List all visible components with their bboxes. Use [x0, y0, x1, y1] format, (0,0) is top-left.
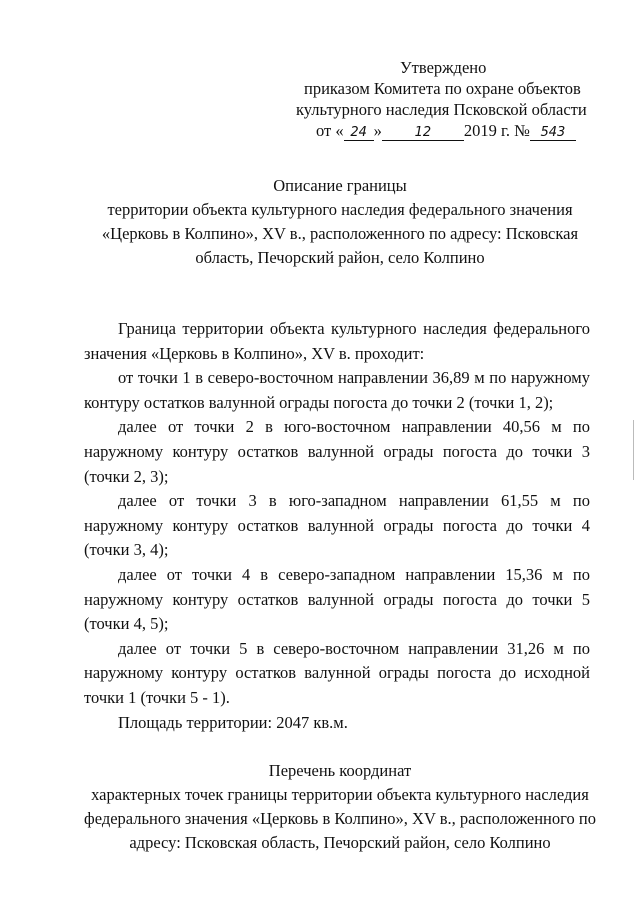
coordinates-title	[80, 759, 600, 855]
date-year: 2019 г. №	[463, 121, 530, 140]
order-number-handwritten: 543	[530, 122, 576, 141]
scan-edge-mark	[633, 420, 634, 480]
paragraph: далее от точки 4 в северо-западном направлении 15,36 м по наружному контуру остатков валунной ограды погоста до точки 5 (точки 4, 5);	[84, 564, 590, 634]
approval-heading: Утверждено	[400, 58, 487, 77]
approval-committee-line: культурного наследия Псковской области	[296, 100, 587, 119]
paragraph: Граница территории объекта культурного наследия федерального значения «Церковь в Колпино», XV в. проходит:	[84, 319, 590, 363]
approval-order-line: приказом Комитета по охране объектов	[304, 79, 581, 98]
description-title	[80, 174, 600, 270]
boundary-description	[84, 317, 590, 735]
coordinates-title-line: Перечень координат	[268, 761, 412, 780]
description-title-line: территории объекта культурного наследия федерального значения	[107, 200, 573, 219]
coordinates-title-line: характерных точек границы территории объекта культурного наследия	[91, 785, 589, 804]
area-paragraph: Площадь территории: 2047 кв.м.	[118, 712, 348, 732]
date-prefix: от «	[316, 121, 344, 140]
coordinates-title-line: адресу: Псковская область, Печорский район, село Колпино	[129, 833, 551, 852]
date-month-handwritten: 12	[382, 122, 464, 141]
paragraph: далее от точки 3 в юго-западном направлении 61,55 м по наружному контуру остатков валунной ограды погоста до точки 4 (точки 3, 4);	[84, 491, 590, 560]
date-mid: »	[373, 121, 382, 140]
description-title-line: Описание границы	[273, 176, 407, 195]
date-day-handwritten: 24	[344, 122, 374, 141]
paragraph: далее от точки 5 в северо-восточном направлении 31,26 м по наружному контуру остатков валунной ограды погоста до исходной точки 1 (точки 5 - 1).	[84, 638, 590, 707]
description-title-line: «Церковь в Колпино», XV в., расположенного по адресу: Псковская	[101, 224, 579, 243]
paragraph: далее от точки 2 в юго-восточном направлении 40,56 м по наружному контуру остатков валунной ограды погоста до точки 3 (точки 2, 3);	[84, 417, 590, 486]
approval-date-line	[296, 120, 596, 141]
paragraph: от точки 1 в северо-восточном направлении 36,89 м по наружному контуру остатков валунной ограды погоста до точки 2 (точки 1, 2);	[84, 368, 590, 412]
coordinates-title-line: федерального значения «Церковь в Колпино», XV в., расположенного по	[84, 809, 596, 828]
description-title-line: область, Печорский район, село Колпино	[195, 248, 485, 267]
approval-stamp	[296, 57, 596, 141]
